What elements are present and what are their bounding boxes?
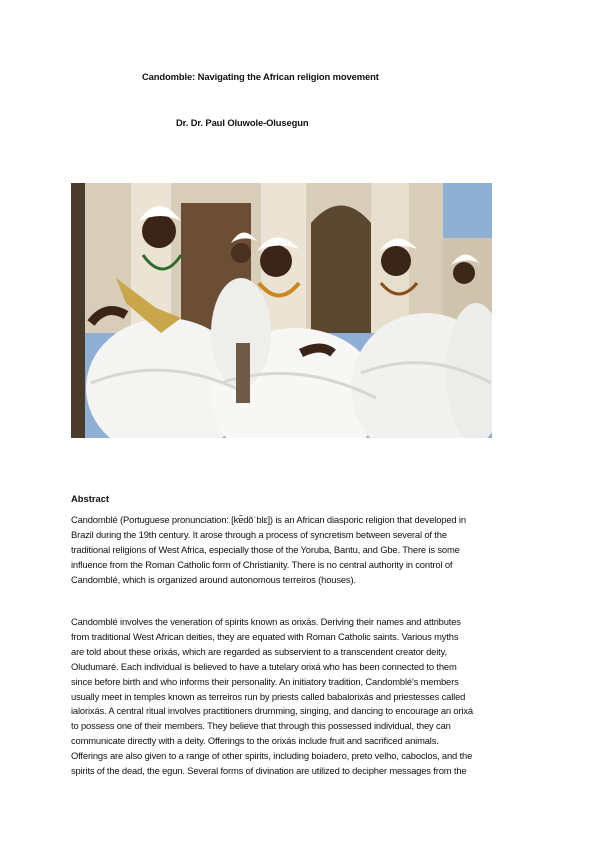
- text-line: traditional religions of West Africa, especially those of the Yoruba, Bantu, and Gbe. There is some: [71, 543, 460, 555]
- text-line: since before birth and who informs their personality. An initiatory tradition, Candomblé's members: [71, 675, 459, 687]
- abstract-paragraph-1: [71, 513, 526, 588]
- text-line: Brazil during the 19th century. It arose through a process of syncretism between several of the: [71, 528, 447, 540]
- document-author: Dr. Dr. Paul Oluwole-Olusegun: [176, 117, 309, 128]
- photo-women-in-white-dresses: [71, 183, 492, 438]
- text-line: spirits of the dead, the egun. Several forms of divination are utilized to decipher messages from the: [71, 765, 467, 777]
- abstract-paragraph-2: [71, 615, 526, 779]
- text-line: influence from the Roman Catholic form of Christianity. There is no central authority in control of: [71, 558, 453, 570]
- document-title: Candomble: Navigating the African religion movement: [142, 71, 379, 82]
- text-line: Candomblé (Portuguese pronunciation: [kɐ̃dõˈblɛ]) is an African diasporic religion that developed in: [71, 514, 466, 525]
- text-line: communicate directly with a deity. Offerings to the orixás include fruit and sacrificed animals.: [71, 735, 439, 747]
- text-line: usually meet in temples known as terreiros run by priests called babalorixás and priestesses called: [71, 690, 466, 702]
- text-line: ialorixás. A central ritual involves practitioners drumming, singing, and dancing to encourage an orixá: [71, 705, 473, 717]
- text-line: Candomblé involves the veneration of spirits known as orixás. Deriving their names and attributes: [71, 616, 461, 627]
- text-line: from traditional West African deities, they are equated with Roman Catholic saints. Various myths: [71, 630, 459, 642]
- text-line: are told about these orixás, which are regarded as subservient to a transcendent creator deity,: [71, 645, 447, 657]
- text-line: to possess one of their members. They believe that through this possessed individual, they can: [71, 720, 451, 732]
- text-line: Candomblé, which is organized around autonomous terreiros (houses).: [71, 573, 356, 585]
- text-line: Offerings are also given to a range of other spirits, including boiadero, preto velho, caboclos, and the: [71, 750, 473, 762]
- abstract-heading: Abstract: [71, 493, 110, 504]
- text-line: Oludumaré. Each individual is believed to have a tutelary orixá who has been connected to them: [71, 660, 457, 672]
